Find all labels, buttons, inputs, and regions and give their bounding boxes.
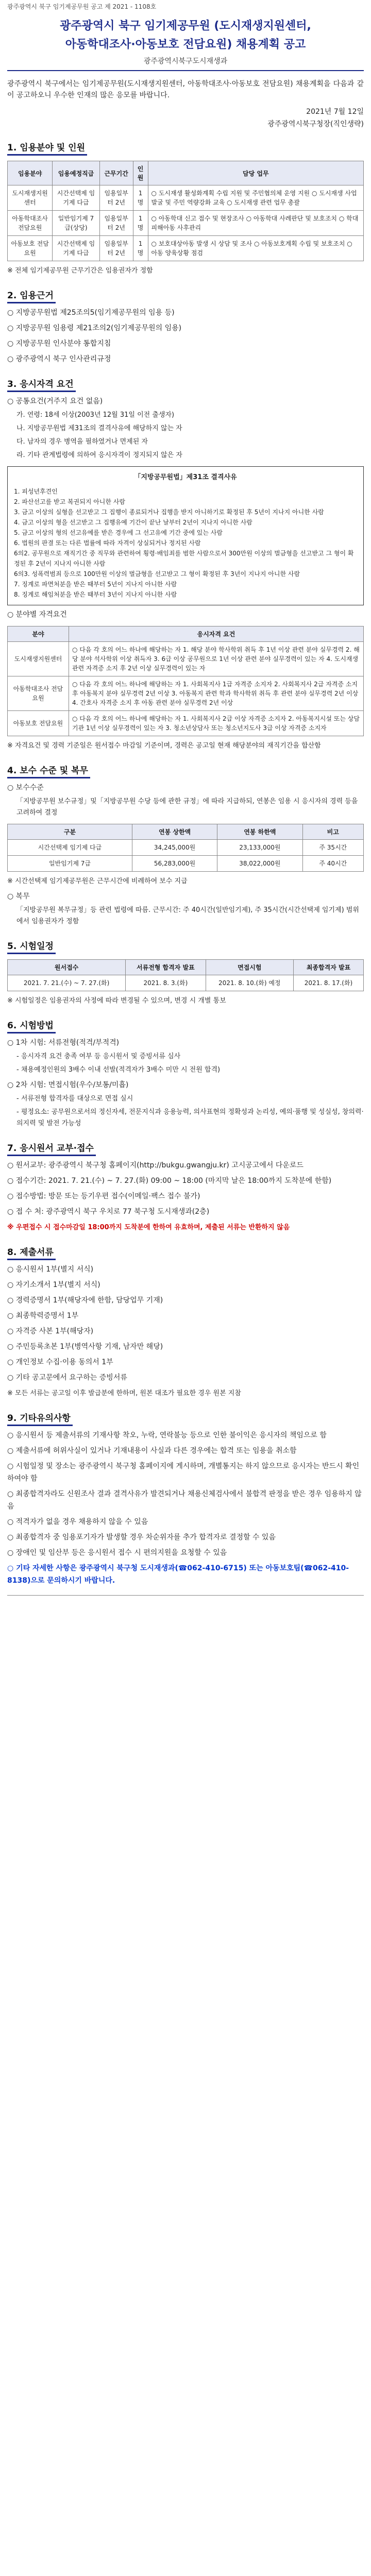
- box-line: 8. 징계로 해임처분을 받은 때부터 3년이 지나지 아니한 사람: [14, 591, 177, 598]
- table-row: [8, 236, 364, 261]
- section-title: 8. 제출서류: [7, 1245, 56, 1260]
- table-row: [8, 642, 364, 676]
- pay-table: [7, 824, 364, 872]
- table-header: 구분: [8, 824, 132, 840]
- table-cell: 주 40시간: [302, 856, 363, 872]
- section-title: 7. 응시원서 교부·접수: [7, 1141, 96, 1156]
- title-block: [7, 19, 364, 66]
- table-cell: 2021. 8. 3.(화): [126, 975, 206, 991]
- list-item: ○ 분야별 자격요건: [7, 611, 67, 619]
- schedule-table: [7, 959, 364, 991]
- announcing-org: 광주광역시북구청장(직인생략): [267, 120, 364, 128]
- table-cell: 2021. 8. 17.(화): [294, 975, 364, 991]
- table-cell: 아동학대조사 전담요원: [8, 676, 69, 711]
- box-line: 6의3. 성폭력범죄 등으로 100만원 이상의 벌금형을 선고받고 그 형이 확정된 후 3년이 지나지 아니한 사람: [14, 570, 300, 578]
- list-item: 라. 기타 관계법령에 의하여 응시자격이 정지되지 않은 자: [16, 451, 182, 459]
- table-row: [8, 975, 364, 991]
- section-schedule: [7, 939, 364, 1007]
- list-item: ○ 자격증 사본 1부(해당자): [7, 1327, 94, 1335]
- list-item: ○ 접수기간: 2021. 7. 21.(수) ~ 7. 27.(화) 09:00 ~ 18:00 (마지막 날은 18:00까지 도착분에 한함): [7, 1177, 332, 1185]
- table-header: 면접시험: [206, 960, 293, 975]
- table-cell: 일반임기제 7급(상당): [53, 211, 99, 236]
- section-exam-method: [7, 1018, 364, 1129]
- table-cell: 아동보호 전담요원: [8, 236, 53, 261]
- announcement-number: 광주광역시 북구 임기제공무원 공고 제 2021 - 1108호: [7, 3, 157, 10]
- list-item: ○ 기타 공고문에서 요구하는 증빙서류: [7, 1374, 127, 1382]
- table-row: [8, 211, 364, 236]
- table-row: [8, 676, 364, 711]
- warning-note: ※ 우편접수 시 접수마감일 18:00까지 도착분에 한하여 유효하며, 제출된 서류는 반환하지 않음: [7, 1224, 290, 1231]
- list-item: ○ 주민등록초본 1부(병역사항 기재, 남자만 해당): [7, 1343, 163, 1351]
- list-item: ○ 광주광역시 북구 인사관리규정: [7, 355, 111, 363]
- table-cell: ○ 다음 각 호의 어느 하나에 해당하는 자 1. 사회복지사 1급 자격증 소지자 2. 사회복지사 2급 자격증 소지 후 아동복지 분야 실무경력 2년 이상 3. 아동복지 관련 학과 학사학위 취득 후 관련 분야 실무경력 2년 이상 4. 간호사 자격증 소지 후 아동 관련 분야 실무경력 2년 이상: [69, 676, 364, 711]
- list-item: 나. 지방공무원법 제31조의 결격사유에 해당하지 않는 자: [16, 425, 182, 432]
- section-note: ※ 모든 서류는 공고일 이후 발급분에 한하며, 원본 대조가 필요한 경우 원본 지참: [7, 1389, 241, 1397]
- table-cell: 임용일부터 2년: [99, 185, 133, 211]
- section-title: 2. 임용근거: [7, 288, 56, 303]
- list-item: ○ 지방공무원법 제25조의5(임기제공무원의 임용 등): [7, 309, 175, 317]
- box-line: 3. 금고 이상의 실형을 선고받고 그 집행이 종료되거나 집행을 받지 아니하기로 확정된 후 5년이 지나지 아니한 사람: [14, 509, 324, 516]
- list-item: ○ 개인정보 수집·이용 동의서 1부: [7, 1358, 113, 1366]
- table-cell: 아동보호 전담요원: [8, 711, 69, 736]
- table-row: [8, 856, 364, 872]
- positions-table: [7, 161, 364, 261]
- table-cell: 1명: [133, 211, 148, 236]
- table-header: 근무기간: [99, 161, 133, 185]
- table-cell: ○ 보호대상아동 발생 시 상담 및 조사 ○ 아동보호계획 수립 및 보호조치 ○ 아동 양육상황 점검: [148, 236, 363, 261]
- table-header: 임용분야: [8, 161, 53, 185]
- list-item: ○ 최종합격자 중 임용포기자가 발생할 경우 차순위자를 추가 합격자로 결정할 수 있음: [7, 1533, 276, 1541]
- table-cell: 23,133,000원: [217, 840, 302, 856]
- table-header: 비고: [302, 824, 363, 840]
- table-cell: 시간선택제 임기제 다급: [53, 185, 99, 211]
- table-header: 응시자격 요건: [69, 626, 364, 642]
- table-header: 연봉 하한액: [217, 824, 302, 840]
- box-line: 5. 금고 이상의 형의 선고유예를 받은 경우에 그 선고유예 기간 중에 있는 사람: [14, 529, 223, 536]
- agency-name: 광주광역시북구도시재생과: [143, 57, 228, 65]
- section-note: ※ 시험일정은 임용권자의 사정에 따라 변경될 수 있으며, 변경 시 개별 통보: [7, 997, 226, 1005]
- list-item: ○ 보수수준: [7, 784, 44, 792]
- list-item: ○ 복무: [7, 892, 30, 901]
- section-notes: [7, 1411, 364, 1587]
- section-note: ※ 시간선택제 임기제공무원은 근무시간에 비례하여 보수 지급: [7, 877, 188, 885]
- table-header: 인원: [133, 161, 148, 185]
- page-title: 광주광역시 북구 임기제공무원 (도시재생지원센터,: [60, 20, 311, 32]
- table-cell: 시간선택제 임기제 다급: [8, 840, 132, 856]
- section-title: 5. 시험일정: [7, 939, 56, 954]
- list-item: ○ 제출서류에 허위사실이 있거나 기재내용이 사실과 다른 경우에는 합격 또는 임용을 취소함: [7, 1447, 297, 1455]
- list-item: ○ 지방공무원 임용령 제21조의2(임기제공무원의 임용): [7, 324, 182, 332]
- title-divider: [7, 70, 364, 71]
- box-line: 6. 법원의 판결 또는 다른 법률에 따라 자격이 상실되거나 정지된 사람: [14, 539, 201, 547]
- table-header: 담당 업무: [148, 161, 363, 185]
- table-cell: 1명: [133, 185, 148, 211]
- table-header: 임용예정직급: [53, 161, 99, 185]
- table-cell: ○ 다음 각 호의 어느 하나에 해당하는 자 1. 사회복지사 2급 이상 자격증 소지자 2. 아동복지시설 또는 상담기관 1년 이상 실무경력이 있는 자 3. 청소년상담사 또는 청소년지도사 3급 이상 자격증 소지자: [69, 711, 364, 736]
- list-item: - 채용예정인원의 3배수 이내 선발(적격자가 3배수 미만 시 전원 합격): [16, 1066, 221, 1074]
- table-cell: 일반임기제 7급: [8, 856, 132, 872]
- list-item: ○ 최종합격자라도 신원조사 결과 결격사유가 발견되거나 채용신체검사에서 불합격 판정을 받은 경우 임용하지 않음: [7, 1490, 362, 1511]
- list-item: ○ 2차 시험: 면접시험(우수/보통/미흡): [7, 1081, 129, 1089]
- table-cell: ○ 다음 각 호의 어느 하나에 해당하는 자 1. 해당 분야 학사학위 취득 후 1년 이상 관련 분야 실무경력 2. 해당 분야 석사학위 이상 취득자 3. 6급 이상 공무원으로 1년 이상 관련 분야 실무경력이 있는 자 4. 도시재생 관련 자격증 소지 후 2년 이상 실무경력이 있는 자: [69, 642, 364, 676]
- section-title: 9. 기타유의사항: [7, 1411, 73, 1426]
- list-item: ○ 장애인 및 임산부 등은 응시원서 접수 시 편의지원을 요청할 수 있음: [7, 1549, 227, 1557]
- list-item: 가. 연령: 18세 이상(2003년 12월 31일 이전 출생자): [16, 411, 175, 419]
- page-subtitle: 아동학대조사·아동보호 전담요원) 채용계획 공고: [65, 38, 306, 51]
- list-item: ○ 원서교부: 광주광역시 북구청 홈페이지(http://bukgu.gwangju.kr) 고시공고에서 다운로드: [7, 1161, 303, 1170]
- table-cell: 34,245,000원: [132, 840, 217, 856]
- disqualification-box: [7, 466, 364, 605]
- table-cell: 1명: [133, 236, 148, 261]
- table-cell: ○ 도시재생 활성화계획 수립 지원 및 주민협의체 운영 지원 ○ 도시재생 사업 발굴 및 주민 역량강화 교육 ○ 도시재생 관련 업무 총괄: [148, 185, 363, 211]
- table-cell: ○ 아동학대 신고 접수 및 현장조사 ○ 아동학대 사례판단 및 보호조치 ○ 학대피해아동 사후관리: [148, 211, 363, 236]
- box-line: 1. 피성년후견인: [14, 488, 58, 495]
- section-title: 4. 보수 수준 및 복무: [7, 763, 90, 778]
- table-cell: 임용일부터 2년: [99, 211, 133, 236]
- table-header: 분야: [8, 626, 69, 642]
- list-item: ○ 응시원서 1부(별지 서식): [7, 1265, 94, 1274]
- table-header: 서류전형 합격자 발표: [126, 960, 206, 975]
- section-positions: [7, 140, 364, 277]
- list-item: ○ 최종학력증명서 1부: [7, 1312, 79, 1320]
- table-cell: 38,022,000원: [217, 856, 302, 872]
- list-item: ○ 접수방법: 방문 또는 등기우편 접수(이메일·팩스 접수 불가): [7, 1192, 200, 1200]
- section-legal-basis: [7, 288, 364, 365]
- table-cell: 2021. 8. 10.(화) 예정: [206, 975, 293, 991]
- box-line: 6의2. 공무원으로 재직기간 중 직무와 관련하여 횡령·배임죄를 범한 사람으로서 300만원 이상의 벌금형을 선고받고 그 형이 확정된 후 2년이 지나지 아니한 사람: [14, 550, 354, 567]
- table-cell: 임용일부터 2년: [99, 236, 133, 261]
- list-item: ○ 적격자가 없을 경우 채용하지 않을 수 있음: [7, 1518, 148, 1526]
- table-cell: 아동학대조사 전담요원: [8, 211, 53, 236]
- section-documents: [7, 1245, 364, 1399]
- table-cell: 주 35시간: [302, 840, 363, 856]
- table-cell: 도시재생지원센터: [8, 185, 53, 211]
- table-cell: 도시재생지원센터: [8, 642, 69, 676]
- section-application: [7, 1141, 364, 1233]
- list-item: ○ 응시원서 등 제출서류의 기재사항 착오, 누락, 연락불능 등으로 인한 불이익은 응시자의 책임으로 함: [7, 1431, 327, 1439]
- list-item: ○ 시험일정 및 장소는 광주광역시 북구청 홈페이지에 게시하며, 개별통지는 하지 않으므로 응시자는 반드시 확인하여야 함: [7, 1462, 360, 1483]
- table-cell: 2021. 7. 21.(수) ~ 7. 27.(화): [8, 975, 126, 991]
- table-row: [8, 185, 364, 211]
- list-item: 「지방공무원 보수규정」및「지방공무원 수당 등에 관한 규정」에 따라 지급하되, 연봉은 임용 시 응시자의 경력 등을 고려하여 결정: [16, 798, 358, 817]
- list-item: ○ 경력증명서 1부(해당자에 한함, 담당업무 기재): [7, 1296, 163, 1304]
- list-item: ○ 자기소개서 1부(별지 서식): [7, 1281, 100, 1289]
- list-item: ○ 지방공무원 인사분야 통합지침: [7, 340, 111, 348]
- section-title: 6. 시험방법: [7, 1018, 56, 1033]
- list-item: 다. 남자의 경우 병역을 필하였거나 면제된 자: [16, 438, 148, 446]
- box-title: 「지방공무원법」제31조 결격사유: [134, 473, 237, 481]
- qualification-table: [7, 626, 364, 736]
- table-header: 원서접수: [8, 960, 126, 975]
- list-item: - 평정요소: 공무원으로서의 정신자세, 전문지식과 응용능력, 의사표현의 정확성과 논리성, 예의·품행 및 성실성, 창의력·의지력 및 발전 가능성: [16, 1108, 364, 1127]
- table-header: 연봉 상한액: [132, 824, 217, 840]
- table-cell: 56,283,000원: [132, 856, 217, 872]
- section-note: ※ 전체 임기제공무원 근무기간은 임용권자가 정함: [7, 267, 153, 275]
- section-title: 1. 임용분야 및 인원: [7, 140, 87, 156]
- list-item: - 서류전형 합격자를 대상으로 면접 실시: [16, 1095, 133, 1103]
- footer-divider: [7, 1595, 364, 1596]
- section-pay: [7, 763, 364, 927]
- table-row: [8, 840, 364, 856]
- list-item: ○ 1차 시험: 서류전형(적격/부적격): [7, 1039, 120, 1047]
- section-title: 3. 응시자격 요건: [7, 377, 76, 392]
- box-line: 7. 징계로 파면처분을 받은 때부터 5년이 지나지 아니한 사람: [14, 581, 177, 588]
- list-item: 「지방공무원 복무규정」등 관련 법령에 따름. 근무시간: 주 40시간(일반임기제), 주 35시간(시간선택제 임기제) 범위에서 임용권자가 정함: [16, 906, 359, 925]
- section-note: ※ 자격요건 및 경력 기준일은 원서접수 마감일 기준이며, 경력은 공고일 현재 해당분야의 재직기간을 합산함: [7, 742, 321, 750]
- section-qualifications: [7, 377, 364, 752]
- table-header: 최종합격자 발표: [294, 960, 364, 975]
- announcement-date: 2021년 7월 12일: [306, 108, 364, 116]
- list-item: ○ 공통요건(거주지 요건 없음): [7, 397, 103, 405]
- table-cell: 시간선택제 임기제 다급: [53, 236, 99, 261]
- list-item: - 응시자격 요건 충족 여부 등 응시원서 및 증빙서류 심사: [16, 1053, 181, 1060]
- box-line: 2. 파산선고를 받고 복권되지 아니한 사람: [14, 498, 125, 505]
- intro-text: 광주광역시 북구에서는 임기제공무원(도시재생지원센터, 아동학대조사·아동보호 전담요원) 채용계획을 다음과 같이 공고하오니 우수한 인재의 많은 응모를 바랍니다.: [7, 80, 364, 99]
- contact-info: ○ 기타 자세한 사항은 광주광역시 북구청 도시재생과(☎062-410-6715) 또는 아동보호팀(☎062-410-8138)으로 문의하시기 바랍니다.: [7, 1564, 349, 1585]
- list-item: ○ 접 수 처: 광주광역시 북구 우치로 77 북구청 도시재생과(2층): [7, 1208, 210, 1216]
- table-row: [8, 711, 364, 736]
- box-line: 4. 금고 이상의 형을 선고받고 그 집행유예 기간이 끝난 날부터 2년이 지나지 아니한 사람: [14, 519, 252, 526]
